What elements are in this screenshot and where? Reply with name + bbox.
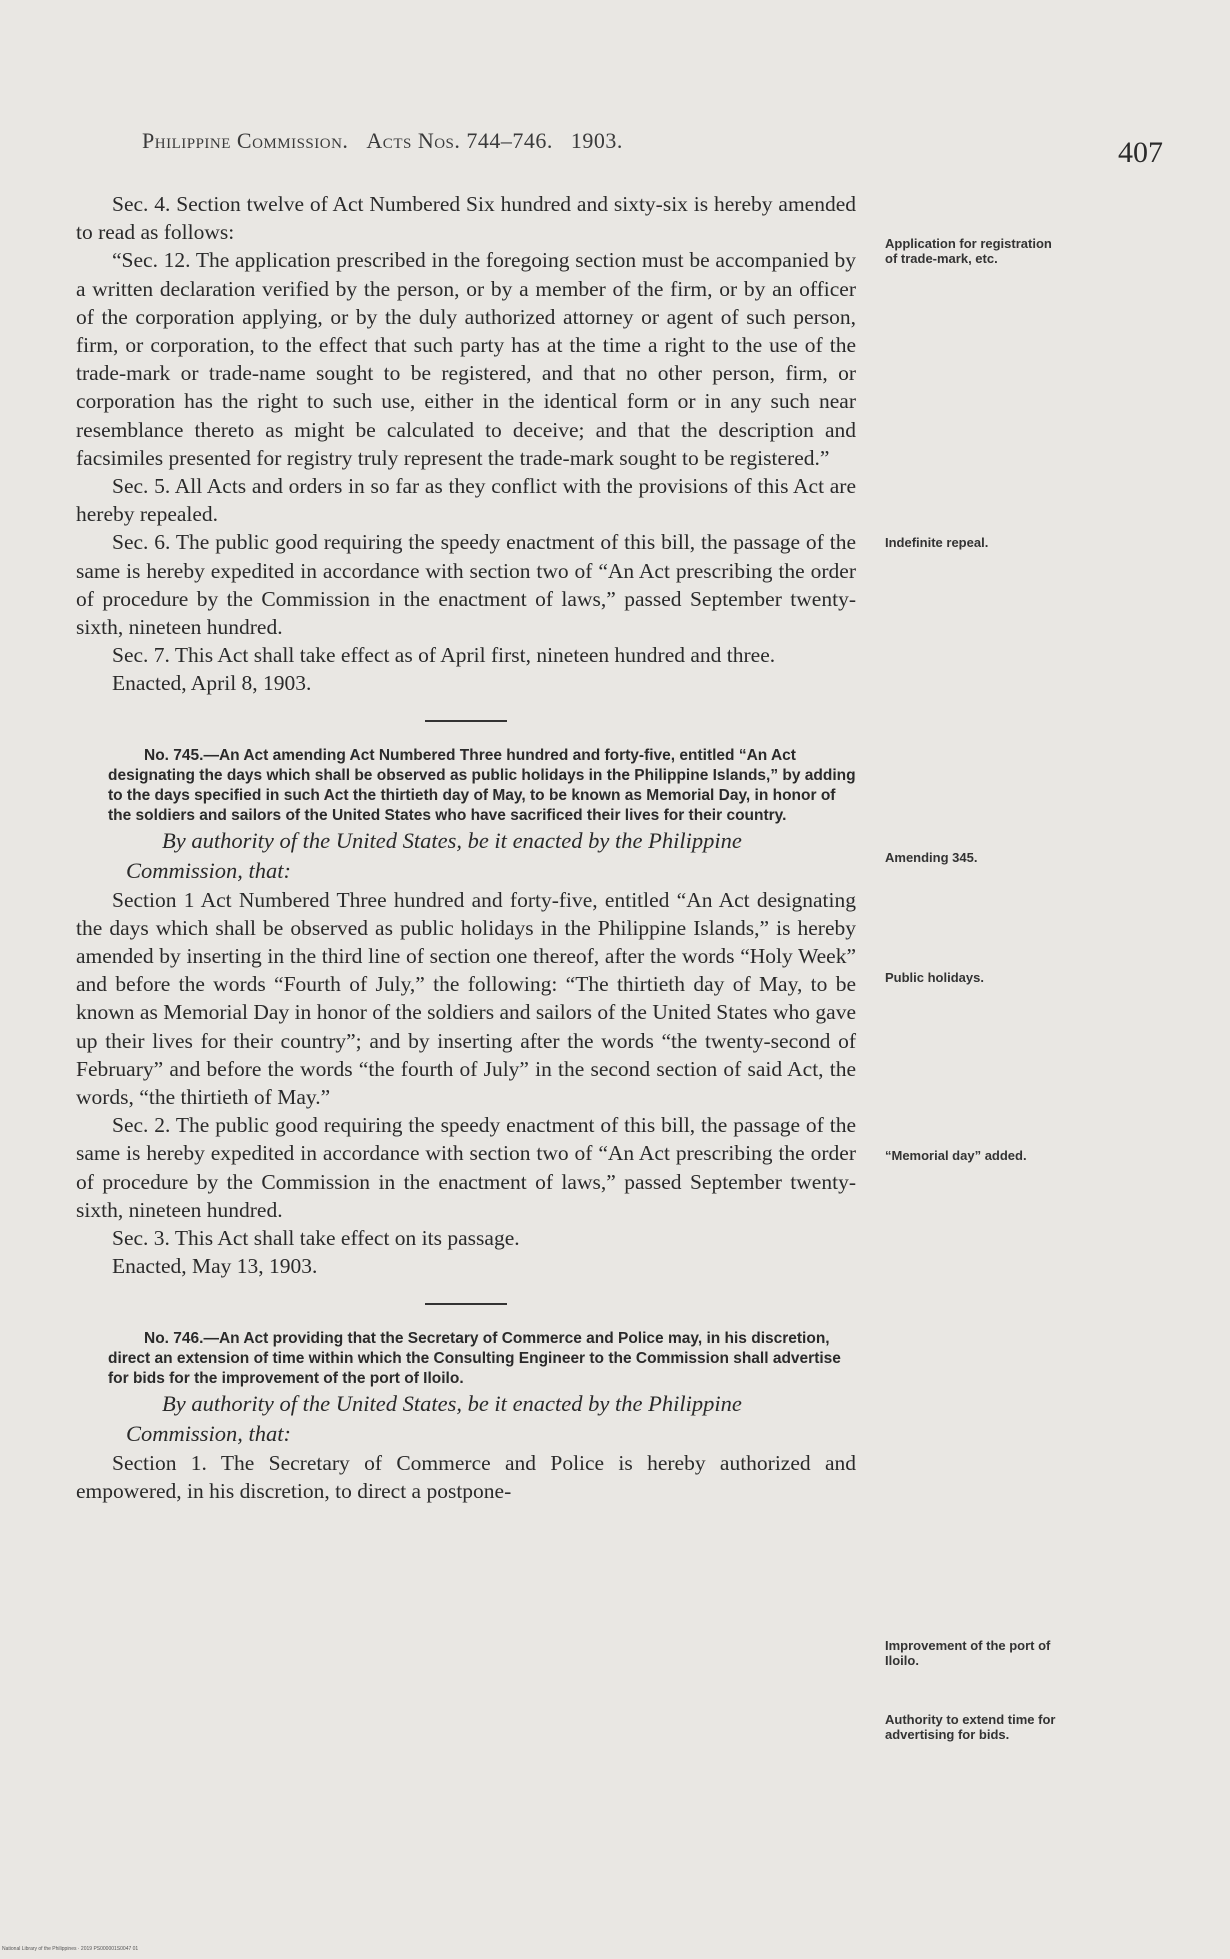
header-title: Philippine Commission.	[142, 128, 349, 153]
act744-enacted: Enacted, April 8, 1903.	[112, 671, 312, 696]
act746-heading: No. 746.—An Act providing that the Secretary of Commerce and Police may, in his discretion, direct an extension of time within which the Consulting Engineer to the Commission shall advertise for bids for the improvement of the port of Iloilo.	[108, 1329, 841, 1387]
act745-enacting-clause: By authority of the United States, be it enacted by the Philippine Commission, that:	[126, 827, 742, 883]
running-header	[142, 128, 623, 154]
act745-heading: No. 745.—An Act amending Act Numbered Three hundred and forty-five, entitled “An Act designating the days which shall be observed as public holidays in the Philippine Islands,” by adding to the days specified in such Act the thirtieth day of May, to be known as Memorial Day, in honor of the soldiers and sailors of the United States who have sacrificed their lives for their country.	[108, 746, 856, 824]
act745-sec2: Sec. 2. The public good requiring the speedy enactment of this bill, the passage of the same is hereby expedited in accordance with section two of “An Act prescribing the order of procedure by the Commission in the enactment of laws,” passed September twenty-sixth, nineteen hundred.	[76, 1113, 856, 1222]
section-divider	[425, 1303, 507, 1305]
act744-sec7: Sec. 7. This Act shall take effect as of April first, nineteen hundred and three.	[112, 643, 776, 668]
act744-sec5: Sec. 5. All Acts and orders in so far as they conflict with the provisions of this Act are hereby repealed.	[76, 474, 856, 527]
page-body	[76, 190, 856, 1505]
act745-sec3: Sec. 3. This Act shall take effect on its passage.	[112, 1226, 520, 1251]
header-year: 1903.	[570, 128, 623, 153]
act746-sec1: Section 1. The Secretary of Commerce and Police is hereby authorized and empowered, in his discretion, to direct a postpone-	[76, 1450, 856, 1503]
act744-sec6: Sec. 6. The public good requiring the speedy enactment of this bill, the passage of the same is hereby expedited in accordance with section two of “An Act prescribing the order of procedure by the Commission in the enactment of laws,” passed September twenty-sixth, nineteen hundred.	[76, 530, 856, 640]
act745-sec1: Section 1 Act Numbered Three hundred and forty-five, entitled “An Act designating the days which shall be observed as public holidays in the Philippine Islands,” is hereby amended by inserting in the third line of section one thereof, after the words “Holy Week” and before the words “Fourth of July,” the following: “The thirtieth day of May, to be known as Memorial Day in honor of the soldiers and sailors of the United States who gave up their lives for their country”; and by inserting after the words “the twenty-second of February” and before the words “the fourth of July” in the second section of said Act, the words, “the thirtieth of May.”	[76, 887, 856, 1110]
act744-sec12-quote: “Sec. 12. The application prescribed in the foregoing section must be accompanied by a written declaration verified by the person, or by a member of the firm, or by an officer of the corporation applying, or by the duly authorized attorney or agent of such person, firm, or corporation, to the effect that such party has at the time a right to the use of the trade-mark or trade-name sought to be registered, and that no other person, firm, or corporation has the right to such use, either in the identical form or in any such near resemblance thereto as might be calculated to deceive; and that the description and facsimiles presented for registry truly represent the trade-mark sought to be registered.”	[76, 248, 856, 470]
header-acts: Acts Nos. 744–746.	[366, 128, 553, 153]
margin-note-application: Application for registration of trade-mark, etc.	[885, 236, 1052, 266]
scan-footer: National Library of the Philippines · 2019 PS000001S0047 01	[2, 1946, 139, 1952]
margin-note-memorial: “Memorial day” added.	[885, 1148, 1027, 1163]
margin-note-amending: Amending 345.	[885, 850, 978, 865]
margin-note-repeal: Indefinite repeal.	[885, 535, 989, 550]
act746-enacting-clause: By authority of the United States, be it enacted by the Philippine Commission, that:	[126, 1390, 742, 1446]
page-number: 407	[1118, 136, 1163, 169]
margin-note-holidays: Public holidays.	[885, 970, 984, 985]
section-divider	[425, 720, 507, 722]
act745-enacted: Enacted, May 13, 1903.	[112, 1254, 318, 1279]
margin-note-authority: Authority to extend time for advertising for bids.	[885, 1712, 1056, 1742]
margin-note-iloilo: Improvement of the port of Iloilo.	[885, 1638, 1051, 1668]
act744-sec4: Sec. 4. Section twelve of Act Numbered Six hundred and sixty-six is hereby amended to read as follows:	[76, 192, 856, 245]
